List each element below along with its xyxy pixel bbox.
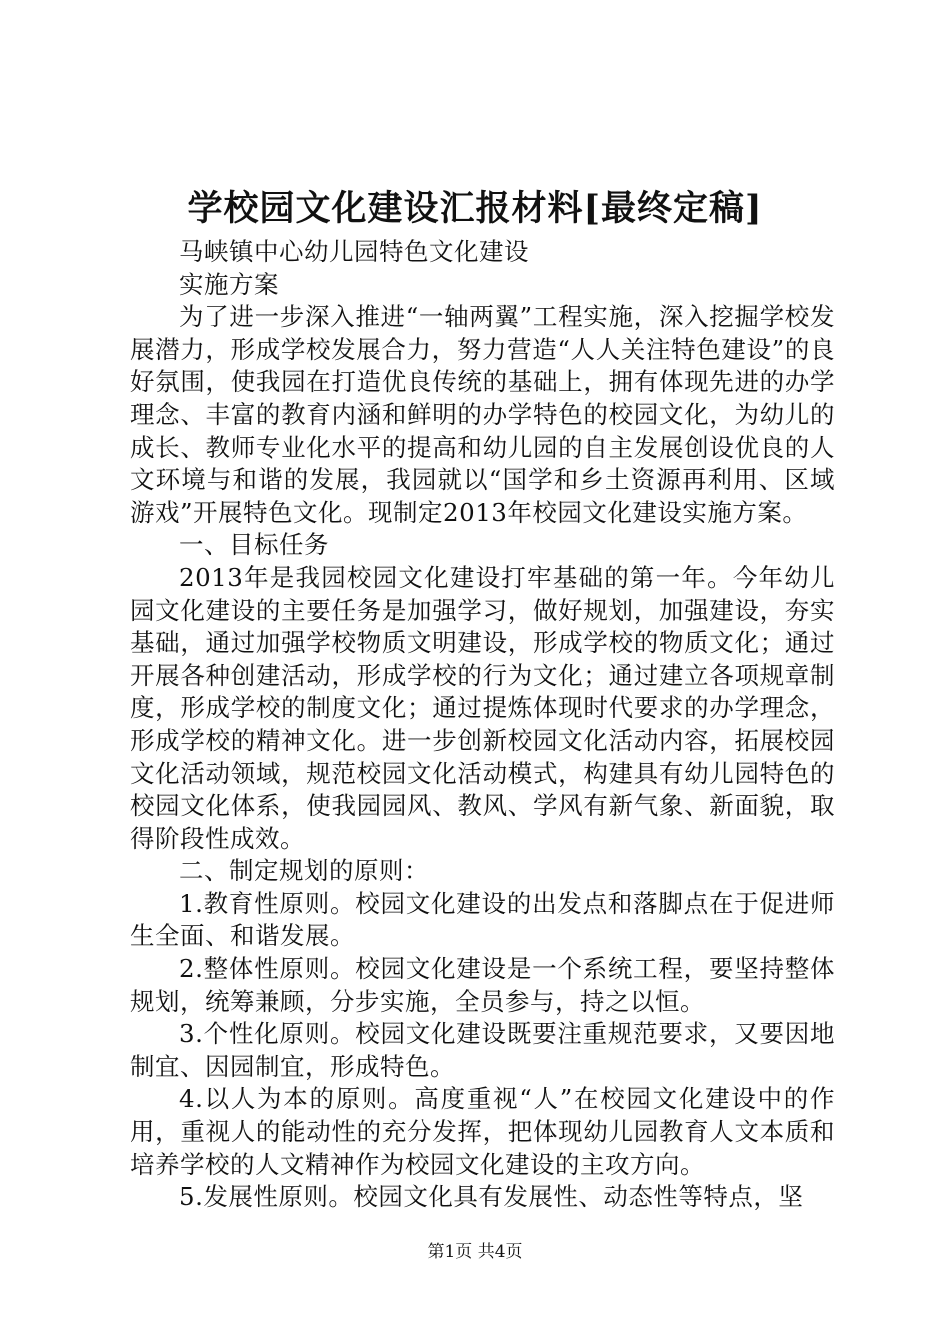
principle-item: 2.整体性原则。校园文化建设是一个系统工程，要坚持整体规划，统筹兼顾，分步实施，全员参与，持之以恒。 (130, 954, 835, 1016)
body-paragraph: 2013年是我园校园文化建设打牢基础的第一年。今年幼儿园文化建设的主要任务是加强学习，做好规划，加强建设，夯实基础，通过加强学校物质文明建设，形成学校的物质文化；通过开展各种创建活动，形成学校的行为文化；通过建立各项规章制度，形成学校的制度文化；通过提炼体现时代要求的办学理念，形成学校的精神文化。进一步创新校园文化活动内容，拓展校园文化活动领域，规范校园文化活动模式，构建具有幼儿园特色的校园文化体系，使我园园风、教风、学风有新气象、新面貌，取得阶段性成效。 (130, 562, 835, 853)
principle-item: 4.以人为本的原则。高度重视“人”在校园文化建设中的作用，重视人的能动性的充分发挥，把体现幼儿园教育人文本质和培养学校的人文精神作为校园文化建设的主攻方向。 (130, 1084, 835, 1179)
document-title: 学校园文化建设汇报材料[最终定稿] (187, 188, 763, 229)
body-paragraph: 为了进一步深入推进“一轴两翼”工程实施，深入挖掘学校发展潜力，形成学校发展合力，努力营造“人人关注特色建设”的良好氛围，使我园在打造优良传统的基础上，拥有体现先进的办学理念、丰富的教育内涵和鲜明的办学特色的校园文化，为幼儿的成长、教师专业化水平的提高和幼儿园的自主发展创设优良的人文环境与和谐的发展，我园就以“国学和乡土资源再利用、区域游戏”开展特色文化。现制定2013年校园文化建设实施方案。 (130, 302, 835, 527)
principle-item: 5.发展性原则。校园文化具有发展性、动态性等特点，坚 (179, 1182, 804, 1212)
section-heading: 二、制定规划的原则： (179, 856, 429, 886)
section-heading: 一、目标任务 (179, 530, 329, 560)
principle-item: 3.个性化原则。校园文化建设既要注重规范要求，又要因地制宜、因园制宜，形成特色。 (130, 1019, 835, 1081)
document-body (130, 236, 835, 1214)
subtitle-line: 实施方案 (179, 269, 279, 299)
page-number-footer: 第1页 共4页 (427, 1242, 523, 1262)
principle-item: 1.教育性原则。校园文化建设的出发点和落脚点在于促进师生全面、和谐发展。 (130, 888, 835, 951)
subtitle-line: 马峡镇中心幼儿园特色文化建设 (179, 237, 529, 266)
